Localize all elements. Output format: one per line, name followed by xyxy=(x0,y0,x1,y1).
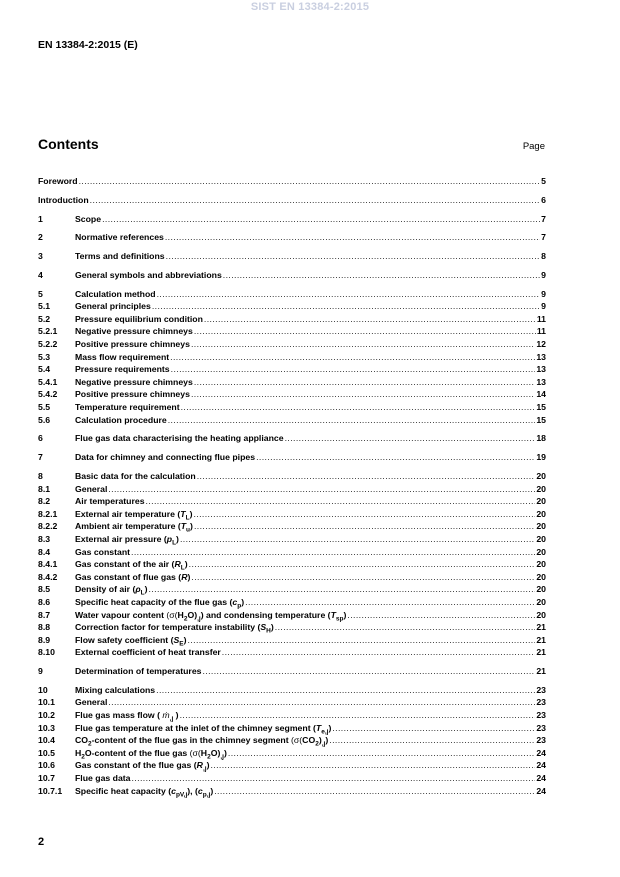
toc-leader-dots xyxy=(156,684,535,697)
toc-leader-dots xyxy=(165,231,540,244)
toc-leader-dots xyxy=(256,451,535,464)
toc-leader-dots xyxy=(332,722,535,735)
toc-entry-page: 20 xyxy=(536,571,546,582)
toc-entry[interactable] xyxy=(38,325,546,338)
toc-entry[interactable] xyxy=(38,546,546,559)
toc-entry-page: 23 xyxy=(536,710,546,721)
toc-entry-page: 11 xyxy=(536,326,546,337)
toc-leader-dots xyxy=(275,621,536,634)
toc-leader-dots xyxy=(222,646,536,659)
toc-entry-page: 20 xyxy=(536,546,546,557)
toc-entry-page: 13 xyxy=(536,351,546,362)
toc-entry-number: 8.3 xyxy=(38,533,51,544)
toc-entry-page: 20 xyxy=(536,584,546,595)
toc-leader-dots xyxy=(204,313,536,326)
toc-entry-number: 8.2.1 xyxy=(38,508,58,519)
toc-entry[interactable] xyxy=(38,338,546,351)
toc-entry[interactable] xyxy=(38,432,546,445)
toc-entry[interactable] xyxy=(38,621,546,634)
toc-entry-title: $H_2O$-content of the flue gas $(\sigma(H_2O)_{,j})$ xyxy=(75,747,227,761)
toc-leader-dots xyxy=(170,351,535,364)
toc-entry[interactable] xyxy=(38,175,546,188)
toc-entry-title: Gas constant of the flue gas $(R_{,j})$ xyxy=(75,760,210,774)
toc-leader-dots xyxy=(166,250,541,263)
toc-entry[interactable] xyxy=(38,785,546,798)
toc-entry-title: Determination of temperatures xyxy=(75,666,202,677)
toc-leader-dots xyxy=(347,609,535,622)
toc-leader-dots xyxy=(132,772,536,785)
toc-entry[interactable] xyxy=(38,508,546,521)
toc-entry-title: Ambient air temperature $(T_u)$ xyxy=(75,521,193,535)
toc-entry-page: 15 xyxy=(536,402,546,413)
toc-entry-title: Flue gas mass flow ( ṁ$_{,j}$ ) xyxy=(75,710,179,723)
toc-entry[interactable] xyxy=(38,363,546,376)
toc-entry-number: 10.7 xyxy=(38,773,55,783)
toc-entry-number: 10.5 xyxy=(38,747,55,758)
toc-entry[interactable] xyxy=(38,376,546,389)
toc-entry-title: Negative pressure chimneys xyxy=(75,326,193,337)
toc-entry-page: 9 xyxy=(541,301,546,312)
toc-entry-page: 23 xyxy=(536,697,546,708)
toc-entry-page: 19 xyxy=(536,452,546,463)
toc-leader-dots xyxy=(191,571,535,584)
toc-leader-dots xyxy=(171,363,536,376)
toc-entry-title: General symbols and abbreviations xyxy=(75,269,222,280)
toc-leader-dots xyxy=(157,288,541,301)
toc-entry[interactable] xyxy=(38,709,546,722)
toc-entry-title: External air pressure $(p_L)$ xyxy=(75,533,179,547)
toc-leader-dots xyxy=(180,709,536,722)
toc-entry-number: 5.2 xyxy=(38,313,51,324)
toc-entry-page: 18 xyxy=(536,433,546,444)
toc-leader-dots xyxy=(168,414,536,427)
toc-entry-page: 15 xyxy=(536,414,546,425)
toc-leader-dots xyxy=(214,785,535,798)
toc-entry-page: 24 xyxy=(536,747,546,758)
toc-entry[interactable] xyxy=(38,571,546,584)
toc-entry-number: 10.3 xyxy=(38,722,55,733)
toc-entry-number: 5.5 xyxy=(38,402,51,413)
toc-entry-page: 20 xyxy=(536,483,546,494)
toc-entry[interactable] xyxy=(38,722,546,735)
toc-entry-title: Mass flow requirement xyxy=(75,351,170,362)
toc-leader-dots xyxy=(245,596,535,609)
toc-entry-number: 8.4.2 xyxy=(38,571,58,582)
toc-entry-title: Mixing calculations xyxy=(75,684,156,695)
toc-entry-title: Foreword xyxy=(38,176,78,186)
toc-entry[interactable] xyxy=(38,388,546,401)
toc-entry-number: 5 xyxy=(38,288,43,299)
toc-leader-dots xyxy=(90,194,540,207)
toc-entry-number: 8.10 xyxy=(38,647,55,658)
toc-entry-title: Flue gas data xyxy=(75,773,131,783)
toc-entry-number: 2 xyxy=(38,232,43,243)
toc-entry-number: 5.6 xyxy=(38,414,51,425)
toc-entry-number: 4 xyxy=(38,269,43,280)
toc-leader-dots xyxy=(191,338,535,351)
toc-entry-page: 6 xyxy=(541,194,546,205)
toc-entry-number: 10.6 xyxy=(38,760,55,771)
toc-entry-title: Temperature requirement xyxy=(75,402,180,413)
toc-entry[interactable] xyxy=(38,269,546,282)
page-column-label: Page xyxy=(522,141,545,152)
toc-entry-title: Calculation method xyxy=(75,288,156,299)
toc-leader-dots xyxy=(193,508,535,521)
watermark: SIST EN 13384-2:2015 xyxy=(250,1,370,13)
toc-entry[interactable] xyxy=(38,609,546,622)
toc-entry-page: 11 xyxy=(536,313,546,324)
toc-entry[interactable] xyxy=(38,696,546,709)
toc-entry-page: 24 xyxy=(536,773,546,783)
toc-entry-title: Positive pressure chimneys xyxy=(75,339,190,350)
toc-leader-dots xyxy=(197,470,536,483)
toc-entry[interactable] xyxy=(38,533,546,546)
toc-leader-dots xyxy=(191,388,535,401)
toc-entry-title: Flow safety coefficient $(S_E)$ xyxy=(75,634,187,648)
toc-entry[interactable] xyxy=(38,414,546,427)
toc-entry-title: Air temperatures xyxy=(75,496,145,507)
toc-entry-title: Pressure equilibrium condition xyxy=(75,313,203,324)
toc-entry[interactable] xyxy=(38,734,546,747)
toc-entry-title: $CO_2$-content of the flue gas in the chimney segment $(\sigma(CO_2)_{,j})$ xyxy=(75,735,329,748)
toc-entry-page: 20 xyxy=(536,470,546,481)
footer-page-number: 2 xyxy=(38,836,45,848)
toc-entry-title: Normative references xyxy=(75,232,164,243)
document-id: EN 13384-2:2015 (E) xyxy=(38,39,138,51)
toc-entry-number: 7 xyxy=(38,452,43,463)
toc-entry[interactable] xyxy=(38,288,546,301)
toc-entry-number: 8.1 xyxy=(38,483,51,494)
toc-leader-dots xyxy=(194,325,536,338)
toc-entry[interactable] xyxy=(38,451,546,464)
toc-entry-number: 3 xyxy=(38,251,43,262)
toc-leader-dots xyxy=(223,269,540,282)
toc-leader-dots xyxy=(131,546,535,559)
toc-entry[interactable] xyxy=(38,483,546,496)
toc-leader-dots xyxy=(180,533,535,546)
toc-entry-page: 20 xyxy=(536,496,546,507)
toc-entry-number: 8.7 xyxy=(38,609,51,620)
toc-entry-page: 21 xyxy=(536,647,546,658)
toc-entry-page: 5 xyxy=(541,176,546,186)
toc-entry-number: 8.9 xyxy=(38,634,51,645)
toc-leader-dots xyxy=(189,558,536,571)
toc-entry-page: 21 xyxy=(536,622,546,633)
toc-entry-title: Flue gas data characterising the heating appliance xyxy=(75,433,284,444)
toc-entry[interactable] xyxy=(38,646,546,659)
toc-entry-number: 8.4.1 xyxy=(38,559,58,570)
toc-entry-title: Data for chimney and connecting flue pipes xyxy=(75,452,256,463)
toc-leader-dots xyxy=(152,300,540,313)
toc-entry-title: Positive pressure chimneys xyxy=(75,389,190,400)
toc-entry-number: 9 xyxy=(38,666,43,677)
toc-entry-page: 23 xyxy=(536,735,546,746)
toc-entry-title: Gas constant of flue gas (R) xyxy=(75,571,191,582)
toc-entry[interactable] xyxy=(38,772,546,785)
toc-leader-dots xyxy=(181,401,536,414)
toc-leader-dots xyxy=(228,747,535,760)
toc-entry[interactable] xyxy=(38,520,546,533)
toc-leader-dots xyxy=(210,759,535,772)
toc-entry-title: Specific heat capacity $(c_{pV,j})$, $(c_{p,j})$ xyxy=(75,785,214,799)
toc-entry-number: 8.6 xyxy=(38,596,51,607)
toc-entry[interactable] xyxy=(38,300,546,313)
toc-entry-number: 6 xyxy=(38,433,43,444)
toc-entry-title: Terms and definitions xyxy=(75,251,165,262)
toc-entry[interactable] xyxy=(38,495,546,508)
toc-entry-number: 10.2 xyxy=(38,710,55,721)
toc-entry-number: 5.4.2 xyxy=(38,389,58,400)
toc-entry-page: 9 xyxy=(541,288,546,299)
toc-leader-dots xyxy=(108,483,535,496)
toc-entry-number: 5.2.1 xyxy=(38,326,58,337)
toc-entry-page: 7 xyxy=(541,232,546,243)
toc-entry[interactable] xyxy=(38,558,546,571)
toc-entry[interactable] xyxy=(38,634,546,647)
toc-entry-page: 13 xyxy=(536,364,546,375)
toc-entry-title: Negative pressure chimneys xyxy=(75,376,193,387)
toc-leader-dots xyxy=(202,665,535,678)
toc-entry-page: 23 xyxy=(536,722,546,733)
toc-leader-dots xyxy=(79,175,541,188)
toc-entry[interactable] xyxy=(38,313,546,326)
toc-entry-title: Specific heat capacity of the flue gas $(c_p)$ xyxy=(75,596,245,610)
toc-entry-page: 24 xyxy=(536,760,546,771)
toc-entry-title: General xyxy=(75,697,108,708)
toc-entry[interactable] xyxy=(38,596,546,609)
toc-entry-page: 7 xyxy=(541,213,546,224)
toc-entry-title: Gas constant of the air $(R_L)$ xyxy=(75,559,188,572)
toc-entry-page: 20 xyxy=(536,596,546,607)
toc-entry-title: General principles xyxy=(75,301,151,312)
toc-entry-number: 10.4 xyxy=(38,735,55,746)
toc-leader-dots xyxy=(146,495,536,508)
toc-entry-title: Scope xyxy=(75,213,102,224)
toc-entry-title: Water vapour content $(\sigma(H_2O)_{,j})$ and condensing temperature $(T_{sp})$ xyxy=(75,609,347,623)
toc-entry-title: Introduction xyxy=(38,194,89,205)
toc-entry-title: General xyxy=(75,483,108,494)
toc-entry-page: 24 xyxy=(536,785,546,796)
toc-entry[interactable] xyxy=(38,401,546,414)
toc-entry-page: 20 xyxy=(536,521,546,532)
toc-entry-page: 8 xyxy=(541,251,546,262)
toc-entry-title: Basic data for the calculation xyxy=(75,470,196,481)
contents-heading: Contents xyxy=(38,136,99,152)
toc-entry-number: 5.4.1 xyxy=(38,376,58,387)
toc-entry-number: 10.1 xyxy=(38,697,55,708)
toc-entry-number: 5.3 xyxy=(38,351,51,362)
toc-entry-title: External coefficient of heat transfer xyxy=(75,647,221,658)
toc-entry[interactable] xyxy=(38,583,546,596)
toc-entry-page: 9 xyxy=(541,269,546,280)
toc-entry-number: 8.2.2 xyxy=(38,521,58,532)
toc-entry[interactable] xyxy=(38,470,546,483)
toc-entry-number: 5.2.2 xyxy=(38,339,58,350)
toc-leader-dots xyxy=(329,734,535,747)
toc-entry[interactable] xyxy=(38,747,546,760)
toc-entry-number: 10 xyxy=(38,684,48,695)
toc-entry-page: 21 xyxy=(536,634,546,645)
toc-entry-page: 14 xyxy=(536,389,546,400)
toc-entry-page: 20 xyxy=(536,609,546,620)
toc-entry-page: 23 xyxy=(536,684,546,695)
toc-entry-title: Flue gas temperature at the inlet of the chimney segment $(T_{e,j})$ xyxy=(75,722,332,736)
toc-entry-page: 20 xyxy=(536,508,546,519)
toc-entry-page: 20 xyxy=(536,559,546,570)
toc-entry[interactable] xyxy=(38,684,546,697)
toc-entry[interactable] xyxy=(38,351,546,364)
toc-entry-title: External air temperature $(T_L)$ xyxy=(75,508,193,522)
toc-leader-dots xyxy=(102,213,540,226)
toc-entry[interactable] xyxy=(38,250,546,263)
toc-entry-number: 8.4 xyxy=(38,546,51,557)
toc-leader-dots xyxy=(188,634,536,647)
toc-entry-number: 10.7.1 xyxy=(38,785,63,796)
toc-leader-dots xyxy=(149,583,536,596)
toc-entry[interactable] xyxy=(38,759,546,772)
toc-entry-page: 20 xyxy=(536,533,546,544)
toc-entry[interactable] xyxy=(38,213,546,226)
toc-entry-number: 5.1 xyxy=(38,301,51,312)
toc-leader-dots xyxy=(285,432,536,445)
toc-entry-number: 8 xyxy=(38,470,43,481)
toc-leader-dots xyxy=(194,520,535,533)
toc-entry-title: Pressure requirements xyxy=(75,364,170,375)
toc-leader-dots xyxy=(108,696,535,709)
toc-entry-number: 8.5 xyxy=(38,584,51,595)
toc-entry-page: 12 xyxy=(536,339,546,350)
toc-entry-title: Density of air $(\rho_L)$ xyxy=(75,584,148,598)
toc-entry-page: 13 xyxy=(536,376,546,387)
toc-entry-number: 8.2 xyxy=(38,496,51,507)
toc-entry-number: 8.8 xyxy=(38,622,51,633)
toc-entry-page: 21 xyxy=(536,666,546,677)
toc-entry[interactable] xyxy=(38,231,546,244)
toc-entry-title: Correction factor for temperature instability $(S_H)$ xyxy=(75,622,274,635)
toc-leader-dots xyxy=(194,376,536,389)
toc-entry-title: Gas constant xyxy=(75,546,131,557)
toc-entry[interactable] xyxy=(38,194,546,207)
toc-entry[interactable] xyxy=(38,665,546,678)
toc-entry-number: 5.4 xyxy=(38,364,51,375)
toc-entry-number: 1 xyxy=(38,213,43,224)
table-of-contents xyxy=(38,175,546,797)
toc-entry-title: Calculation procedure xyxy=(75,414,167,425)
